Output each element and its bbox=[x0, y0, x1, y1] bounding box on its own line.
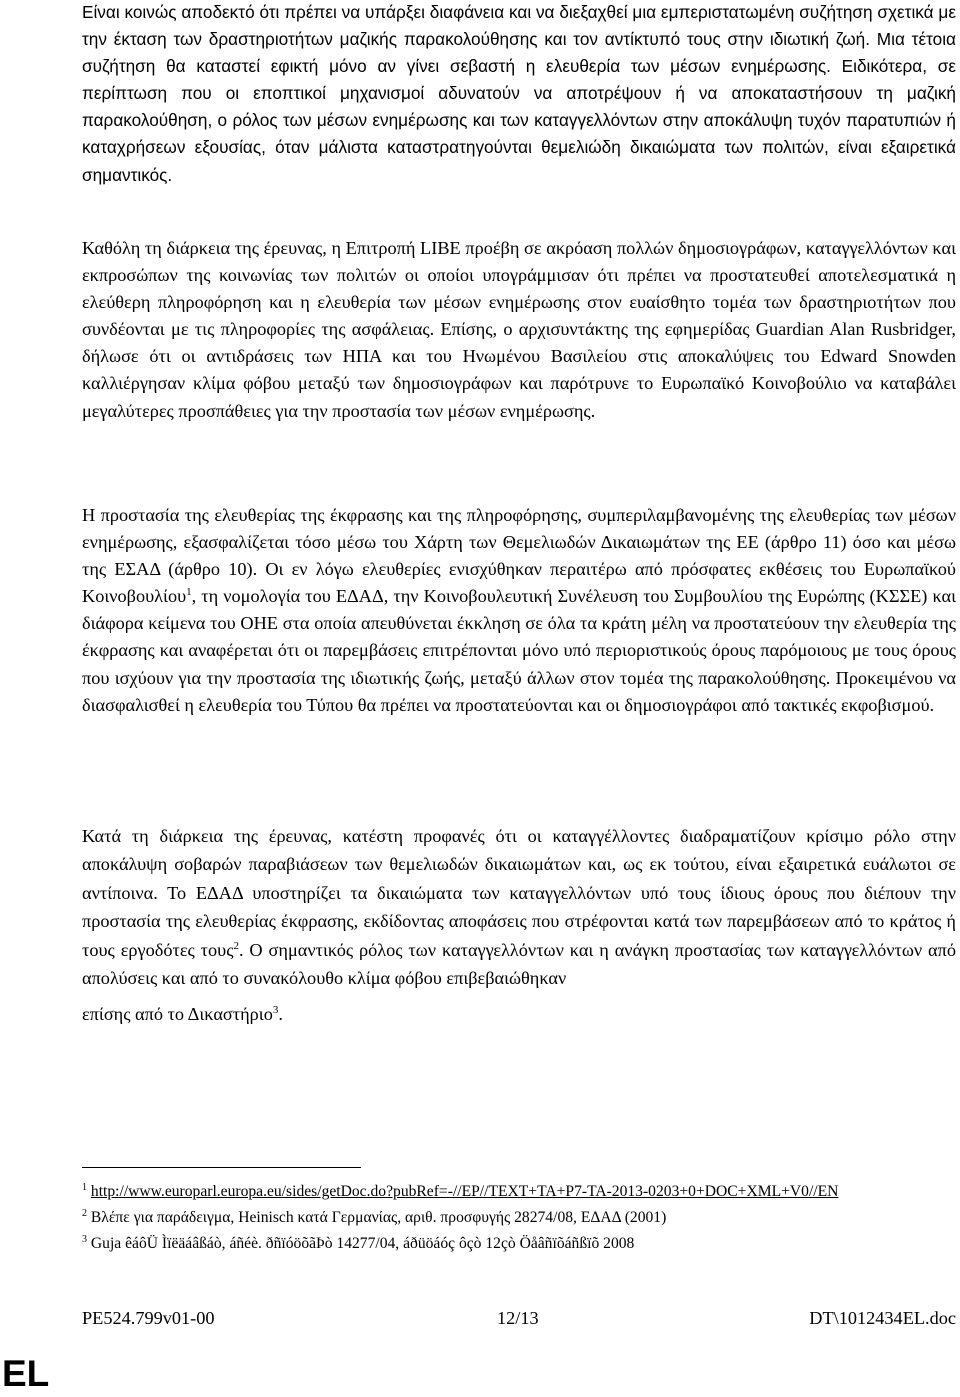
footnote-3-number: 3 bbox=[82, 1233, 87, 1245]
footnote-separator bbox=[82, 1167, 361, 1168]
page-number: 12/13 bbox=[497, 1308, 539, 1328]
footnote-3-text: Guja êáôÜ Ìïëäáâßáò, áñéè. ðñïóöõãÞò 14277/04, áðüöáóç ôçò 12çò Öåâñïõáñßïõ 2008 bbox=[90, 1235, 635, 1252]
footnote-2 bbox=[82, 1207, 956, 1228]
footnote-2-text: Βλέπε για παράδειγμα, Heinisch κατά Γερμανίας, αριθ. προσφυγής 28274/08, ΕΔΑΔ (2001) bbox=[90, 1209, 667, 1226]
paragraph-4-text-a: Κατά τη διάρκεια της έρευνας, κατέστη προφανές ότι οι καταγγέλλοντες διαδραματίζουν κρίσιμο ρόλο στην αποκάλυψη σοβαρών παραβιάσεων των θεμελιωδών δικαιωμάτων και, ως εκ τούτου, είναι εξαιρετικά ευάλωτοι σε αντίποινα. Το ΕΔΑΔ υποστηρίζει τα δικαιώματα των καταγγελλόντων υπό τους ίδιους όρους που διέπουν την προστασία της ελευθερίας έκφρασης, εκδίδοντας αποφάσεις που στρέφονται κατά των παρεμβάσεων από το κράτος ή τους εργοδότες τους bbox=[82, 826, 956, 960]
paragraph-3-text-a: Η προστασία της ελευθερίας της έκφρασης και της πληροφόρησης, συμπεριλαμβανομένης της ελευθερίας των μέσων ενημέρωσης, εξασφαλίζεται τόσο μέσω του Χάρτη των Θεμελιωδών Δικαιωμάτων της ΕΕ (άρθρο 11) όσο και μέσω της ΕΣΑΔ (άρθρο 10). Οι εν λόγω ελευθερίες ενισχύθηκαν περαιτέρω από πρόσφατες εκθέσεις του Ευρωπαϊκού Κοινοβουλίου bbox=[82, 505, 956, 607]
paragraph-3-text-b: , τη νομολογία του ΕΔΑΔ, την Κοινοβουλευτική Συνέλευση του Συμβουλίου της Ευρώπης (ΚΣΣΕ) και διάφορα κείμενα του ΟΗΕ στα οποία απευθύνεται έκκληση σε όλα τα κράτη μέλη να προστατεύουν την ελευθερία της έκφρασης και αναφέρεται ότι οι παρεμβάσεις επιτρέπονται μόνο υπό περιοριστικούς όρους παρόμοιους με τους όρους που ισχύουν για την προστασία της ιδιωτικής ζωής, μεταξύ άλλων στον τομέα της παρακολούθησης. Προκειμένου να διασφαλισθεί η ελευθερία του Τύπου θα πρέπει να προστατεύονται και οι δημοσιογράφοι από τακτικές εκφοβισμού. bbox=[82, 586, 956, 715]
footnote-3 bbox=[82, 1233, 956, 1254]
paragraph-4-last-line bbox=[82, 1000, 956, 1028]
file-name: DT\1012434EL.doc bbox=[809, 1308, 956, 1328]
footnote-2-number: 2 bbox=[82, 1207, 87, 1219]
footnotes bbox=[82, 1181, 956, 1259]
footnote-1 bbox=[82, 1181, 956, 1202]
paragraph-3 bbox=[82, 502, 956, 719]
paragraph-1: Είναι κοινώς αποδεκτό ότι πρέπει να υπάρξει διαφάνεια και να διεξαχθεί μια εμπεριστατωμένη συζήτηση σχετικά με την έκταση των δραστηριοτήτων μαζικής παρακολούθησης και τον αντίκτυπό τους στην ιδιωτική ζωή. Μια τέτοια συζήτηση θα καταστεί εφικτή μόνο αν γίνει σεβαστή η ελευθερία των μέσων ενημέρωσης. Ειδικότερα, σε περίπτωση που οι εποπτικοί μηχανισμοί αδυνατούν να αποτρέψουν ή να αποκαταστήσουν τη μαζική παρακολούθηση, ο ρόλος των μέσων ενημέρωσης και των καταγγελλόντων στην αποκάλυψη τυχόν παρατυπιών ή καταχρήσεων εξουσίας, όταν μάλιστα καταστρατηγούνται θεμελιώδη δικαιώματα των πολιτών, είναι εξαιρετικά σημαντικός. bbox=[82, 2, 956, 185]
paragraph-4-end: . bbox=[278, 1004, 283, 1025]
document-reference: PE524.799v01-00 bbox=[82, 1308, 215, 1328]
language-code: EL bbox=[2, 1353, 50, 1394]
footnote-ref-3[interactable]: 3 bbox=[272, 1004, 279, 1017]
page-footer bbox=[82, 1308, 956, 1332]
footnote-1-number: 1 bbox=[82, 1181, 87, 1193]
paragraph-4 bbox=[82, 822, 956, 1029]
paragraph-4-text-b: . Ο σημαντικός ρόλος των καταγγελλόντων και η ανάγκη προστασίας των καταγγελλόντων από απολύσεις και από το συνακόλουθο κλίμα φόβου επιβεβαιώθηκαν bbox=[82, 939, 956, 989]
footnote-ref-2[interactable]: 2 bbox=[233, 939, 239, 952]
paragraph-2: Καθόλη τη διάρκεια της έρευνας, η Επιτροπή LIBE προέβη σε ακρόαση πολλών δημοσιογράφων, καταγγελλόντων και εκπροσώπων της κοινωνίας των πολιτών οι οποίοι υπογράμμισαν ότι πρέπει να προστατευθεί αποτελεσματικά η ελεύθερη πληροφόρηση και η ελευθερία των μέσων ενημέρωσης στον ευαίσθητο τομέα των δραστηριοτήτων που συνδέονται με τις πληροφορίες της ασφάλειας. Επίσης, ο αρχισυντάκτης της εφημερίδας Guardian Alan Rusbridger, δήλωσε ότι οι αντιδράσεις των ΗΠΑ και του Ηνωμένου Βασιλείου στις αποκαλύψεις του Edward Snowden καλλιέργησαν κλίμα φόβου μεταξύ των δημοσιογράφων και παρότρυνε το Ευρωπαϊκό Κοινοβούλιο να καταβάλει μεγαλύτερες προσπάθειες για την προστασία των μέσων ενημέρωσης. bbox=[82, 238, 956, 421]
footnote-ref-1[interactable]: 1 bbox=[186, 586, 192, 599]
footnote-1-link[interactable]: http://www.europarl.europa.eu/sides/getDoc.do?pubRef=-//EP//TEXT+TA+P7-TA-2013-0203+0+DOC+XML+V0//EN bbox=[90, 1183, 839, 1200]
paragraph-4-text-c: επίσης από το Δικαστήριο bbox=[82, 1004, 273, 1025]
